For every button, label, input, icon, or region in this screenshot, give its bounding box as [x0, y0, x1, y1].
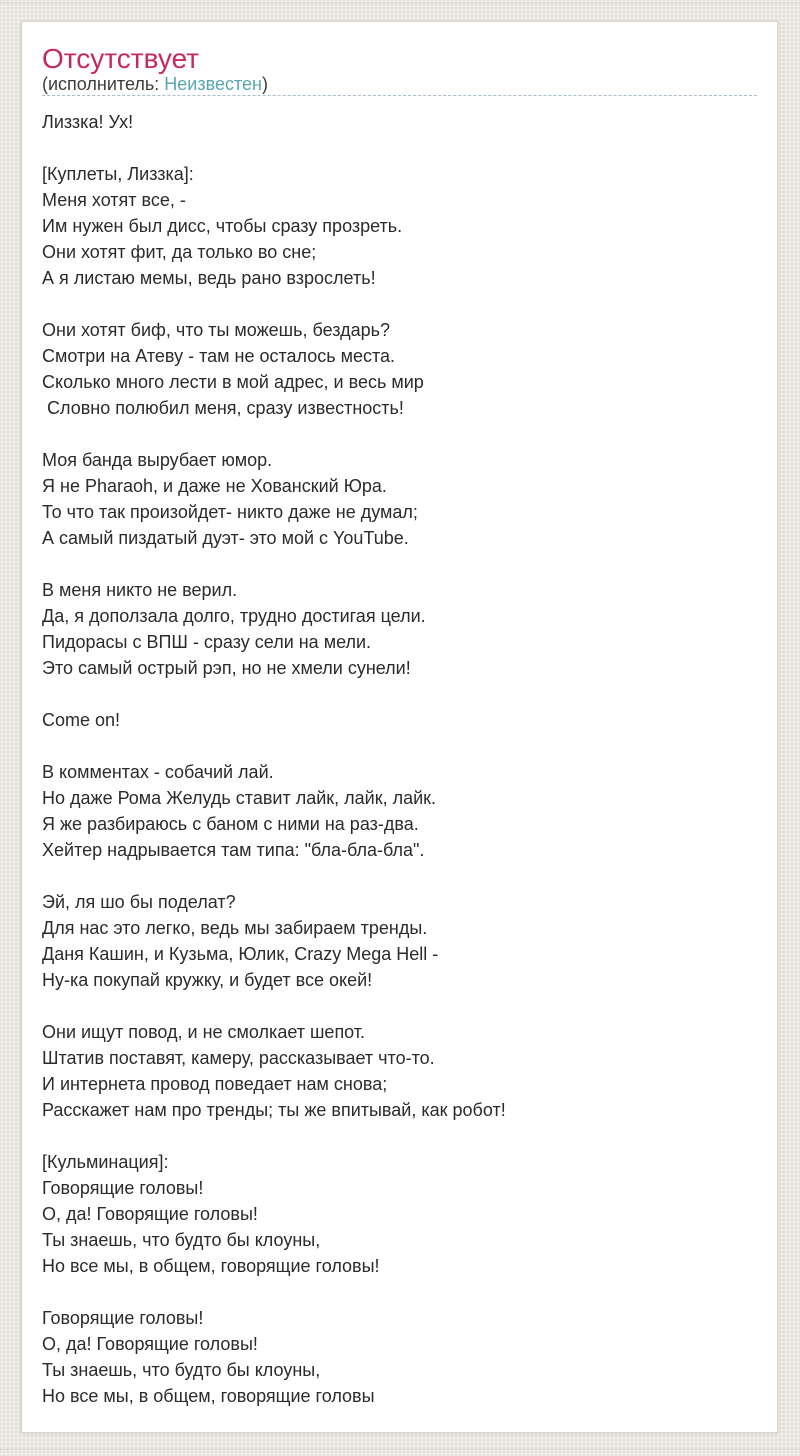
- lyric-line: Ты знаешь, что будто бы клоуны,: [42, 1360, 321, 1380]
- lyric-line: То что так произойдет- никто даже не думал;: [42, 502, 418, 522]
- lyric-line: В комментах - собачий лай.: [42, 762, 274, 782]
- artist-link[interactable]: Неизвестен: [164, 74, 262, 94]
- lyric-line: Эй, ля шо бы поделат?: [42, 892, 236, 912]
- lyric-line: Хейтер надрывается там типа: "бла-бла-бла".: [42, 840, 425, 860]
- lyric-line: Для нас это легко, ведь мы забираем тренды.: [42, 918, 428, 938]
- texture-dotted-line-top: [0, 2, 800, 3]
- lyric-line: [42, 681, 757, 707]
- lyric-line: [42, 135, 757, 161]
- lyric-line: [42, 551, 757, 577]
- lyric-line: [42, 1279, 757, 1305]
- lyric-line: Но даже Рома Желудь ставит лайк, лайк, лайк.: [42, 788, 437, 808]
- artist-prefix: (исполнитель:: [42, 74, 160, 94]
- lyric-line: [Куплеты, Лиззка]:: [42, 164, 194, 184]
- lyric-line: Ну-ка покупай кружку, и будет все окей!: [42, 970, 373, 990]
- lyric-line: Меня хотят все, -: [42, 190, 186, 210]
- lyric-line: [42, 993, 757, 1019]
- lyric-line: [42, 291, 757, 317]
- lyric-line: Даня Кашин, и Кузьма, Юлик, Crazy Mega Hell -: [42, 944, 439, 964]
- lyric-line: О, да! Говорящие головы!: [42, 1334, 258, 1354]
- lyric-line: Лиззка! Ух!: [42, 112, 134, 132]
- lyric-line: Да, я доползала долго, трудно достигая цели.: [42, 606, 426, 626]
- lyric-line: Я не Pharaoh, и даже не Хованский Юра.: [42, 476, 387, 496]
- lyric-line: [42, 863, 757, 889]
- lyric-line: В меня никто не верил.: [42, 580, 238, 600]
- lyric-line: [Кульминация]:: [42, 1152, 169, 1172]
- lyric-line: Пидорасы с ВПШ - сразу сели на мели.: [42, 632, 372, 652]
- lyric-line: Смотри на Атеву - там не осталось места.: [42, 346, 396, 366]
- artist-suffix: ): [261, 74, 268, 94]
- song-header: [42, 22, 757, 96]
- lyric-line: Расскажет нам про тренды; ты же впитывай, как робот!: [42, 1100, 506, 1120]
- lyric-line: А я листаю мемы, ведь рано взрослеть!: [42, 268, 376, 288]
- lyric-line: А самый пиздатый дуэт- это мой с YouTube.: [42, 528, 409, 548]
- lyric-line: Моя банда вырубает юмор.: [42, 450, 273, 470]
- lyric-line: Ты знаешь, что будто бы клоуны,: [42, 1230, 321, 1250]
- lyric-line: И интернета провод поведает нам снова;: [42, 1074, 388, 1094]
- lyric-line: Come on!: [42, 710, 121, 730]
- lyric-line: Штатив поставят, камеру, рассказывает что-то.: [42, 1048, 435, 1068]
- lyric-line: Они хотят биф, что ты можешь, бездарь?: [42, 320, 390, 340]
- lyric-line: [42, 1123, 757, 1149]
- lyric-line: Но все мы, в общем, говорящие головы: [42, 1386, 375, 1406]
- lyric-line: О, да! Говорящие головы!: [42, 1204, 258, 1224]
- lyric-line: Я же разбираюсь с баном с ними на раз-два.: [42, 814, 419, 834]
- lyric-line: Говорящие головы!: [42, 1178, 204, 1198]
- lyric-line: Сколько много лести в мой адрес, и весь мир: [42, 372, 424, 392]
- lyric-line: Словно полюбил меня, сразу известность!: [42, 398, 404, 418]
- lyric-line: Они ищут повод, и не смолкает шепот.: [42, 1022, 366, 1042]
- texture-dotted-line-bottom: [0, 1449, 800, 1450]
- lyric-line: Это самый острый рэп, но не хмели сунели!: [42, 658, 411, 678]
- artist-line: [42, 74, 757, 95]
- song-title: Отсутствует: [42, 43, 200, 74]
- lyric-line: Им нужен был дисс, чтобы сразу прозреть.: [42, 216, 403, 236]
- lyric-line: [42, 421, 757, 447]
- lyric-line: Они хотят фит, да только во сне;: [42, 242, 317, 262]
- lyrics-card: [21, 21, 778, 1433]
- lyric-line: Говорящие головы!: [42, 1308, 204, 1328]
- lyrics-text: [42, 96, 757, 1409]
- lyric-line: [42, 733, 757, 759]
- lyric-line: Но все мы, в общем, говорящие головы!: [42, 1256, 380, 1276]
